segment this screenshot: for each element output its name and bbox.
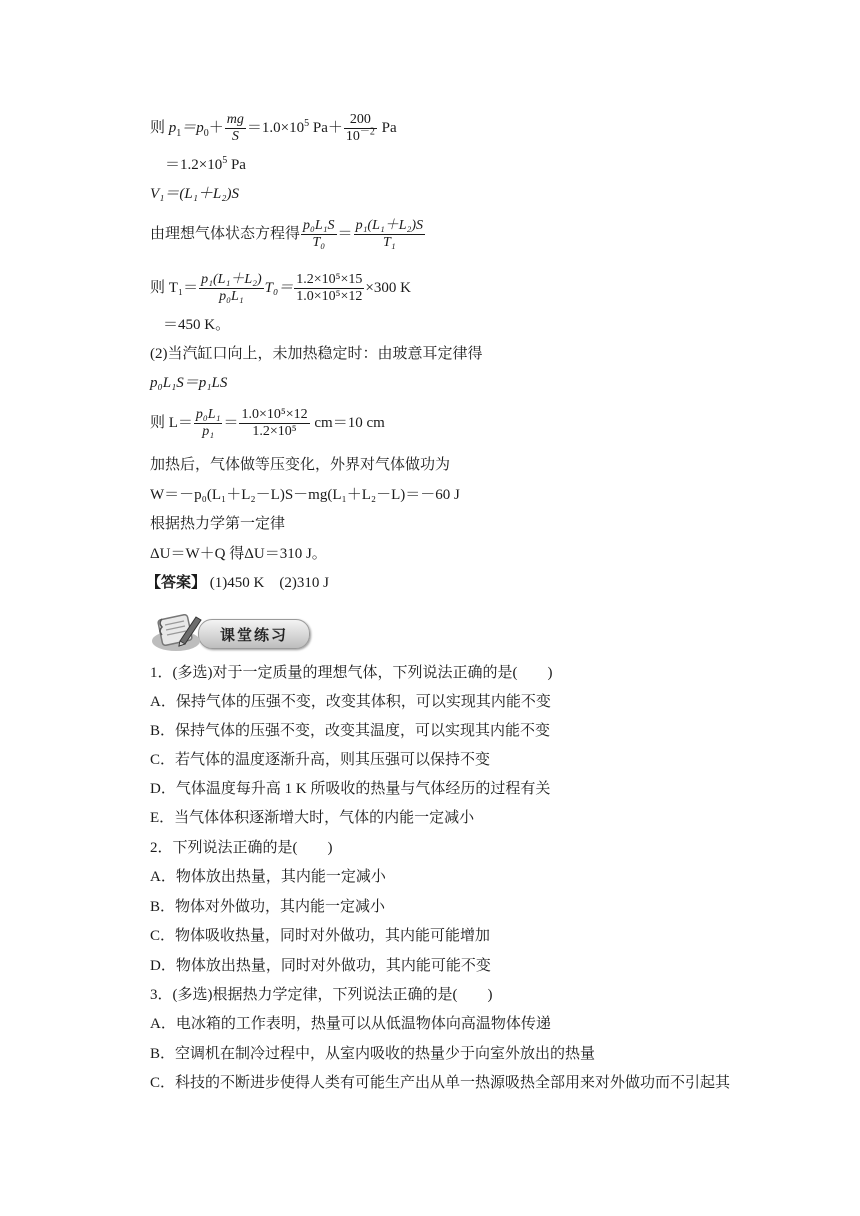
text: T₀ — [312, 235, 326, 250]
option-3b: B．空调机在制冷过程中，从室内吸收的热量少于向室外放出的热量 — [150, 1046, 596, 1062]
equation-p1-result — [165, 155, 246, 175]
section-header-pill — [198, 619, 310, 649]
option-3a: A．电冰箱的工作表明，热量可以从低温物体向高温物体传递 — [150, 1016, 551, 1032]
fraction — [301, 218, 337, 251]
option-1b: B．保持气体的压强不变，改变其温度，可以实现其内能不变 — [150, 723, 551, 739]
notebook-pencil-icon — [150, 611, 208, 653]
text: p₁(L₁＋L₂)S — [355, 218, 424, 233]
text: 则 T₁＝ — [150, 279, 199, 296]
equation-t1-result: ＝450 K。 — [163, 317, 231, 333]
text: ＝p — [181, 119, 204, 136]
equation-l — [150, 407, 385, 440]
text: 1.0×10⁵×12 — [296, 289, 363, 304]
text: T₀＝ — [264, 279, 294, 296]
text: Pa — [377, 119, 397, 136]
option-2b: B．物体对外做功，其内能一定减小 — [150, 899, 386, 915]
text: ＝1.0×10 — [246, 119, 305, 136]
equation-work: W＝－p₀(L₁＋L₂－L)S－mg(L₁＋L₂－L)＝－60 J — [150, 487, 460, 503]
text: 由理想气体状态方程得 — [150, 225, 301, 242]
text: 200 — [344, 112, 377, 129]
text: T₁ — [382, 235, 396, 250]
answer-line — [146, 573, 329, 593]
fraction — [354, 218, 426, 251]
fraction — [239, 407, 309, 440]
paragraph-first-law: 根据热力学第一定律 — [150, 516, 286, 532]
fraction — [225, 112, 246, 145]
text: Pa — [227, 157, 246, 173]
text: ＝1.2×10 — [165, 157, 223, 173]
text: p — [168, 119, 177, 136]
option-1e: E．当气体体积逐渐增大时，气体的内能一定减小 — [150, 810, 475, 826]
text: p₁(L₁＋L₂) — [201, 272, 262, 287]
section-title: 课堂练习 — [219, 626, 288, 644]
text: 10 — [345, 129, 360, 144]
text: 1.0×10⁵×12 — [241, 407, 308, 422]
option-2c: C．物体吸收热量，同时对外做功，其内能可能增加 — [150, 928, 491, 944]
text: p₀L₁S — [303, 218, 335, 233]
text: 1 — [176, 127, 182, 139]
option-3c: C．科技的不断进步使得人类有可能生产出从单一热源吸热全部用来对外做功而不引起其 — [150, 1075, 731, 1091]
text: 1.2×10⁵ — [252, 424, 297, 439]
text: 1.2×10⁵×15 — [296, 272, 363, 287]
fraction — [199, 272, 264, 305]
equation-t1 — [150, 272, 411, 305]
answer-value: (1)450 K (2)310 J — [209, 575, 329, 591]
fraction — [344, 112, 377, 145]
question-1: 1．(多选)对于一定质量的理想气体，下列说法正确的是( ) — [150, 665, 553, 681]
option-1d: D．气体温度每升高 1 K 所吸收的热量与气体经历的过程有关 — [150, 781, 551, 797]
text: 则 L＝ — [150, 414, 193, 431]
section-header — [150, 611, 310, 653]
equation-state — [150, 218, 426, 251]
answer-label: 【答案】 — [146, 575, 207, 591]
fraction — [294, 272, 364, 305]
text: p₁ — [202, 424, 215, 439]
equation-p1 — [150, 112, 397, 145]
question-2: 2．下列说法正确的是( ) — [150, 840, 333, 856]
text: 5 — [304, 117, 310, 129]
equation-delta-u: ΔU＝W＋Q 得ΔU＝310 J。 — [150, 546, 327, 562]
text: 0 — [203, 127, 209, 139]
text: ×300 K — [365, 279, 411, 296]
fraction-den — [344, 126, 377, 145]
text: cm＝10 cm — [310, 414, 385, 431]
option-2d: D．物体放出热量，同时对外做功，其内能可能不变 — [150, 958, 491, 974]
text: －2 — [359, 126, 375, 138]
text: ＝ — [223, 414, 239, 431]
text: ＝ — [337, 225, 353, 242]
text: p₀L₁ — [219, 289, 244, 304]
option-1c: C．若气体的温度逐渐升高，则其压强可以保持不变 — [150, 752, 491, 768]
fraction — [194, 407, 223, 440]
text: 则 — [150, 119, 166, 136]
question-3: 3．(多选)根据热力学定律，下列说法正确的是( ) — [150, 987, 493, 1003]
equation-boyle: p₀L₁S＝p₁LS — [150, 375, 228, 391]
paragraph-heating: 加热后，气体做等压变化，外界对气体做功为 — [150, 457, 451, 473]
text: S — [231, 129, 239, 144]
text: Pa＋ — [309, 119, 343, 136]
equation-v1: V₁＝(L₁＋L₂)S — [150, 186, 239, 202]
text: 5 — [222, 155, 228, 166]
option-1a: A．保持气体的压强不变，改变其体积，可以实现其内能不变 — [150, 694, 551, 710]
text: mg — [226, 112, 244, 127]
text: p₀L₁ — [195, 407, 221, 422]
paragraph-part2: (2)当汽缸口向上，未加热稳定时：由玻意耳定律得 — [150, 346, 483, 362]
text: ＋ — [208, 119, 224, 136]
option-2a: A．物体放出热量，其内能一定减小 — [150, 869, 386, 885]
